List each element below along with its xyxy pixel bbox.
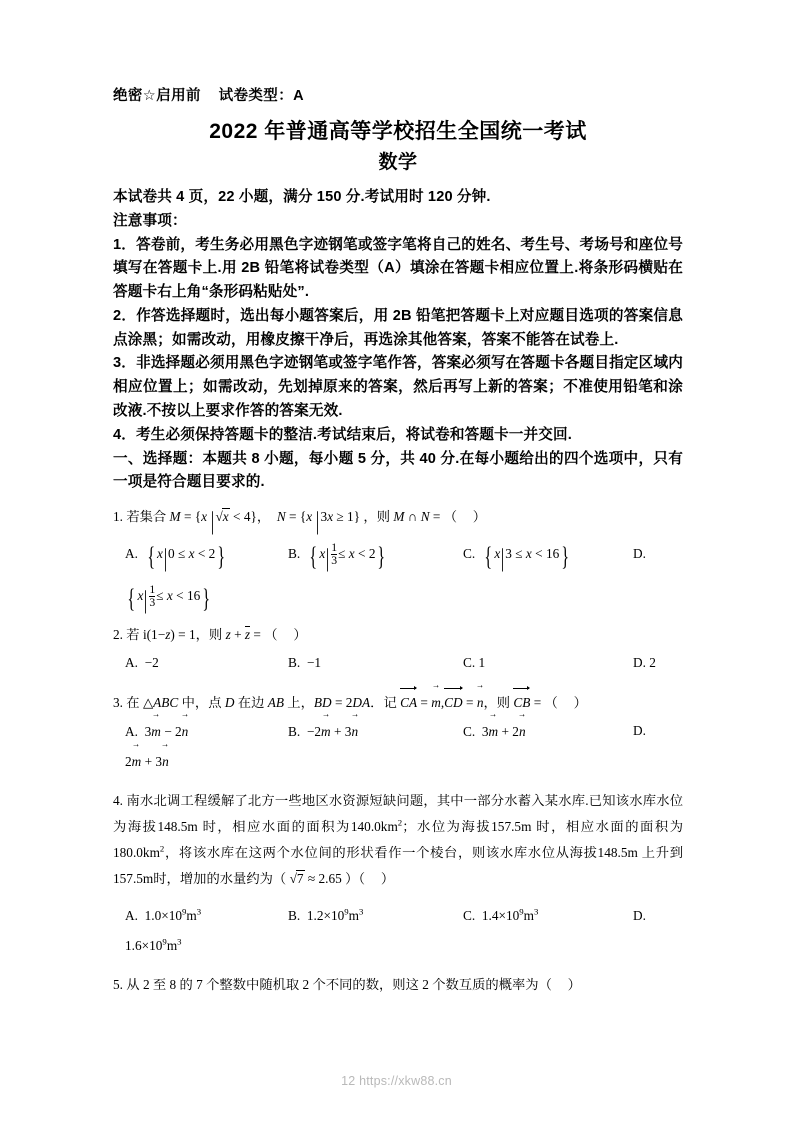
question-1-number: 1. (113, 509, 123, 525)
vector-m: → m (431, 689, 441, 716)
question-3-options (113, 718, 683, 748)
vector-cd: CD (444, 689, 462, 716)
secret-and-paper-type-line: 绝密☆启用前 试卷类型：A (113, 88, 304, 104)
exam-info-line: 本试卷共 4 页，22 小题，满分 150 分.考试用时 120 分钟. (113, 188, 491, 205)
footer-watermark: 12 https://xkw88.cn (341, 1074, 452, 1088)
question-3-number: 3. (113, 695, 123, 711)
question-4-options (113, 903, 683, 933)
question-5-number: 5. (113, 976, 123, 992)
notice-heading: 注意事项： (113, 212, 187, 229)
conjugate-z: z (244, 627, 251, 643)
question-3-option-b[interactable]: B. −2→ m + 3→ n (288, 718, 358, 745)
question-3 (113, 689, 683, 775)
question-1-option-a[interactable]: A. { x|0 ≤ x < 2} (125, 542, 226, 572)
question-1-stem: 1. 若集合 M = {x |√x < 4}， N = {x |3x ≥ 1} ，则 M ∩ N = （ ） (113, 504, 683, 530)
notice-item-3: 3．非选择题必须用黑色字迹钢笔或签字笔作答，答案必须写在答题卡各题目指定区域内相应位置上；如需改动，先划掉原来的答案，然后再写上新的答案；不准使用铅笔和涂改液.不按以上要求作答的答案无效. (113, 355, 683, 420)
question-2-option-b[interactable]: B. −1 (288, 655, 322, 671)
vector-ca: CA (400, 689, 417, 716)
section-heading-multiple-choice: 一、选择题：本题共 8 小题，每小题 5 分，共 40 分.在每小题给出的四个选项中，只有一项是符合题目要求的. (113, 450, 683, 491)
question-4-option-c[interactable]: C. $1.4\times 10^9m^3$ (463, 906, 539, 923)
question-2-stem: 2. 若 i(1−z) = 1，则 z + z = （ ） (113, 627, 308, 643)
subject-title: 数学 (378, 152, 418, 174)
questions-list (113, 504, 683, 998)
question-3-option-d-value[interactable]: 2→ m + 3→ n (125, 748, 683, 775)
question-2 (113, 622, 683, 680)
question-2-option-d[interactable]: D. 2 (633, 655, 656, 671)
question-1-option-b[interactable]: B. { x| $\frac{1}{3}$ ≤ x < 2} (288, 540, 386, 572)
vector-cb: CB (513, 689, 530, 716)
question-3-option-d-label[interactable]: D. (633, 723, 646, 739)
question-1-option-d-label[interactable]: D. (633, 546, 646, 562)
notice-item-2: 2．作答选择题时，选出每小题答案后，用 2B 铅笔把答题卡上对应题目选项的答案信息点涂黑；如需改动，用橡皮擦干净后，再选涂其他答案，答案不能答在试卷上. (113, 307, 683, 348)
question-1-options (113, 541, 683, 583)
question-1-stem-mid: ，则 (363, 509, 391, 525)
question-3-option-a[interactable]: A. 3→ m − 2→ n (125, 718, 188, 745)
question-4 (113, 788, 683, 959)
sqrt-7: √7 (289, 870, 304, 886)
question-1-stem-prefix: 若集合 (126, 509, 167, 525)
sqrt-x: √x (215, 509, 229, 525)
question-1-option-d-value[interactable]: { x| $\frac{1}{3}$ ≤ x < 16} (127, 582, 211, 614)
page-title: 2022 年普通高等学校招生全国统一考试 (209, 120, 587, 143)
page-content (113, 84, 683, 998)
notice-item-4: 4．考生必须保持答题卡的整洁.考试结束后，将试卷和答题卡一并交回. (113, 426, 572, 443)
question-5 (113, 972, 683, 998)
question-3-stem: 3. 在 △ABC 中，点 D 在边 AB 上，BD = 2DA．记 CA = → m,CD = → n，则 CB = （ ） (113, 689, 683, 716)
question-4-option-d-value[interactable]: $1.6\times 10^9m^3$ (125, 936, 182, 953)
question-4-option-d-label[interactable]: D. (633, 907, 646, 923)
question-1 (113, 504, 683, 614)
question-2-option-a[interactable]: A. −2 (125, 655, 159, 671)
vector-n: → n (477, 689, 484, 716)
question-2-options (113, 650, 683, 680)
notice-item-1: 1．答卷前，考生务必用黑色字迹钢笔或签字笔将自己的姓名、考生号、考场号和座位号填写在答题卡上.用 2B 铅笔将试卷类型（A）填涂在答题卡相应位置上.将条形码横贴在答题卡右上角“条形码粘贴处”. (113, 236, 683, 301)
question-4-option-b[interactable]: B. $1.2\times 10^9m^3$ (288, 906, 364, 923)
question-1-option-c[interactable]: C. { x|3 ≤ x < 16} (463, 542, 570, 572)
question-4-number: 4. (113, 793, 123, 809)
question-5-stem: 5. 从 2 至 8 的 7 个整数中随机取 2 个不同的数，则这 2 个数互质的概率为（ ） (113, 976, 582, 992)
exam-notice-block (113, 186, 683, 495)
question-2-number: 2. (113, 627, 123, 643)
question-4-option-a[interactable]: A. $1.0\times 10^9m^3$ (125, 906, 202, 923)
question-4-stem: 4. 南水北调工程缓解了北方一些地区水资源短缺问题，其中一部分水蓄入某水库.已知该水库水位为海拔148.5m 时，相应水面的面积为$140.0km^2$；水位为海拔157.5m 时，相应水面的面积为$180.0km^2$，将该水库在这两个水位间的形状看作一个棱台，则该水库水位从海拔148.5m 上升到157.5m时，增加的水量约为（ √7 ≈ 2.65 ）（ ） (113, 788, 683, 892)
question-2-option-c[interactable]: C. 1 (463, 655, 486, 671)
question-3-option-c[interactable]: C. 3→ m + 2→ n (463, 718, 526, 745)
